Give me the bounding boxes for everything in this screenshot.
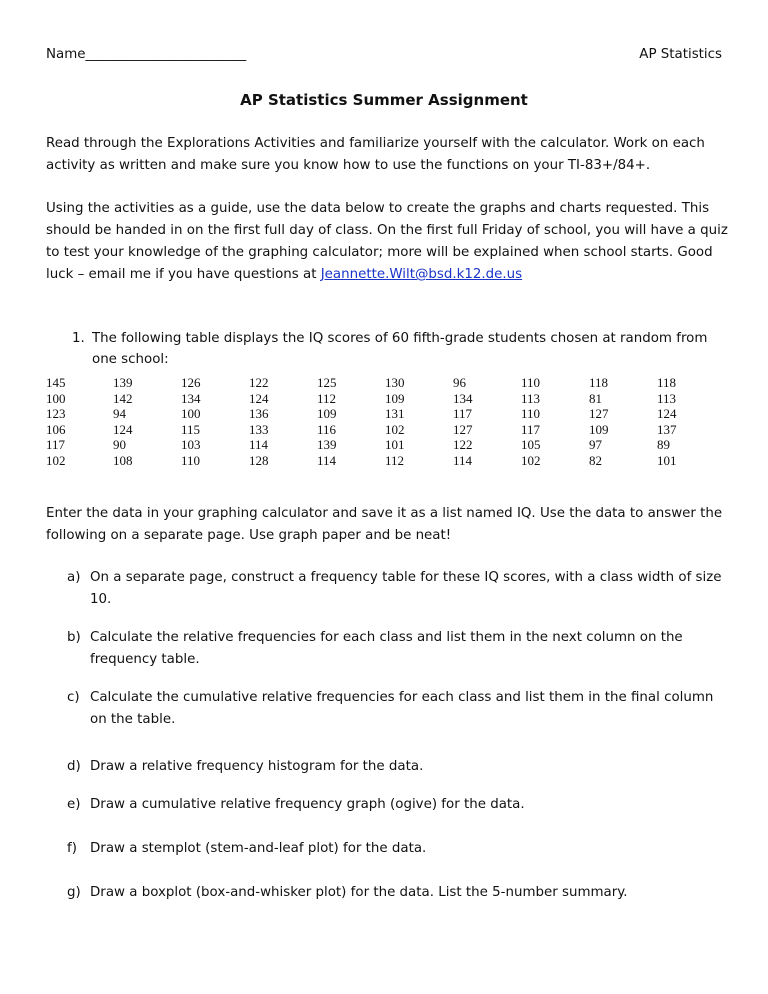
question-text: The following table displays the IQ scores of 60 fifth-grade students chosen at random from one school: — [92, 331, 708, 367]
table-cell: 102 — [46, 452, 66, 468]
email-link[interactable]: Jeannette.Wilt@bsd.k12.de.us — [320, 267, 523, 282]
table-cell: 96 — [453, 375, 466, 390]
task-text: Calculate the relative frequencies for each class and list them in the next column on the frequency table. — [90, 630, 683, 667]
table-cell: 97 — [589, 437, 602, 453]
table-cell: 145 — [46, 375, 66, 390]
table-cell: 100 — [46, 390, 66, 406]
table-cell: 127 — [453, 421, 473, 437]
task-text: Draw a relative frequency histogram for the data. — [90, 759, 424, 774]
task-text: Draw a cumulative relative frequency graph (ogive) for the data. — [90, 797, 525, 812]
task-letter: e) — [67, 797, 81, 812]
task-letter: g) — [67, 885, 81, 900]
table-cell: 106 — [46, 421, 66, 437]
table-cell: 116 — [317, 421, 337, 437]
instructions-paragraph: Enter the data in your graphing calculator and save it as a list named IQ. Use the data to answer the following on a separate page. Use graph paper and be neat! — [46, 506, 723, 543]
task-item — [67, 687, 730, 731]
intro-paragraph-1: Read through the Explorations Activities and familiarize yourself with the calculator. Work on each activity as written and make sure you know how to use the functions on your TI-83+/84+. — [46, 136, 705, 173]
table-cell: 139 — [317, 437, 337, 453]
table-cell: 109 — [589, 421, 609, 437]
table-cell: 110 — [521, 406, 541, 422]
table-cell: 90 — [113, 437, 126, 453]
table-cell: 131 — [385, 406, 405, 422]
table-cell: 114 — [453, 452, 473, 468]
task-item — [67, 567, 730, 611]
task-item — [67, 882, 730, 904]
table-cell: 102 — [385, 421, 405, 437]
table-cell: 142 — [113, 390, 133, 406]
table-cell: 134 — [453, 390, 473, 406]
table-cell: 139 — [113, 375, 133, 390]
table-cell: 130 — [385, 375, 405, 390]
table-cell: 117 — [521, 421, 541, 437]
table-row — [46, 422, 725, 438]
table-row — [46, 406, 725, 422]
task-text: On a separate page, construct a frequency table for these IQ scores, with a class width of size 10. — [90, 570, 722, 607]
table-cell: 114 — [317, 452, 337, 468]
table-cell: 100 — [181, 406, 201, 422]
table-row — [46, 375, 725, 391]
table-cell: 134 — [181, 390, 201, 406]
question-number: 1. — [72, 331, 85, 346]
task-text: Draw a stemplot (stem-and-leaf plot) for the data. — [90, 841, 427, 856]
task-item — [67, 627, 730, 671]
table-cell: 123 — [46, 406, 66, 422]
name-field-label: Name________________________ — [46, 47, 247, 62]
table-cell: 109 — [385, 390, 405, 406]
table-cell: 112 — [385, 452, 405, 468]
table-cell: 118 — [589, 375, 609, 390]
table-cell: 137 — [657, 421, 677, 437]
table-cell: 122 — [249, 375, 269, 390]
table-cell: 89 — [657, 437, 670, 453]
task-letter: f) — [67, 841, 77, 856]
table-cell: 82 — [589, 452, 602, 468]
table-cell: 103 — [181, 437, 201, 453]
table-cell: 117 — [453, 406, 473, 422]
task-letter: c) — [67, 690, 80, 705]
table-cell: 124 — [113, 421, 133, 437]
table-row — [46, 391, 725, 407]
table-cell: 81 — [589, 390, 602, 406]
table-cell: 118 — [657, 375, 677, 390]
task-letter: a) — [67, 570, 81, 585]
task-text: Draw a boxplot (box-and-whisker plot) for the data. List the 5-number summary. — [90, 885, 628, 900]
table-cell: 101 — [385, 437, 405, 453]
task-item — [67, 838, 730, 860]
task-item — [67, 794, 730, 816]
iq-scores-table — [46, 375, 725, 469]
task-item — [67, 756, 730, 778]
table-cell: 110 — [521, 375, 541, 390]
table-cell: 101 — [657, 452, 677, 468]
table-cell: 109 — [317, 406, 337, 422]
task-letter: b) — [67, 630, 81, 645]
table-row — [46, 453, 725, 469]
table-cell: 124 — [249, 390, 269, 406]
intro-paragraph-2-text: Using the activities as a guide, use the data below to create the graphs and charts requested. This should be handed in on the first full day of class. On the first full Friday of school, you will have a quiz to test your knowledge of the graphing calculator; more will be explained when school starts. Good luck – email me if you have questions at — [46, 201, 728, 282]
table-cell: 125 — [317, 375, 337, 390]
table-cell: 117 — [46, 437, 66, 453]
table-cell: 108 — [113, 452, 133, 468]
page-title: AP Statistics Summer Assignment — [240, 91, 528, 109]
table-cell: 105 — [521, 437, 541, 453]
table-cell: 112 — [317, 390, 337, 406]
table-cell: 113 — [521, 390, 541, 406]
intro-paragraph-2 — [46, 198, 736, 286]
table-cell: 114 — [249, 437, 269, 453]
table-cell: 113 — [657, 390, 677, 406]
task-text: Calculate the cumulative relative frequencies for each class and list them in the final column on the table. — [90, 690, 714, 727]
table-cell: 115 — [181, 421, 201, 437]
table-row — [46, 437, 725, 453]
course-label: AP Statistics — [639, 47, 722, 62]
table-cell: 128 — [249, 452, 269, 468]
table-cell: 127 — [589, 406, 609, 422]
task-letter: d) — [67, 759, 81, 774]
table-cell: 102 — [521, 452, 541, 468]
table-cell: 136 — [249, 406, 269, 422]
table-cell: 124 — [657, 406, 677, 422]
table-cell: 122 — [453, 437, 473, 453]
table-cell: 94 — [113, 406, 126, 422]
table-cell: 126 — [181, 375, 201, 390]
table-cell: 133 — [249, 421, 269, 437]
table-cell: 110 — [181, 452, 201, 468]
